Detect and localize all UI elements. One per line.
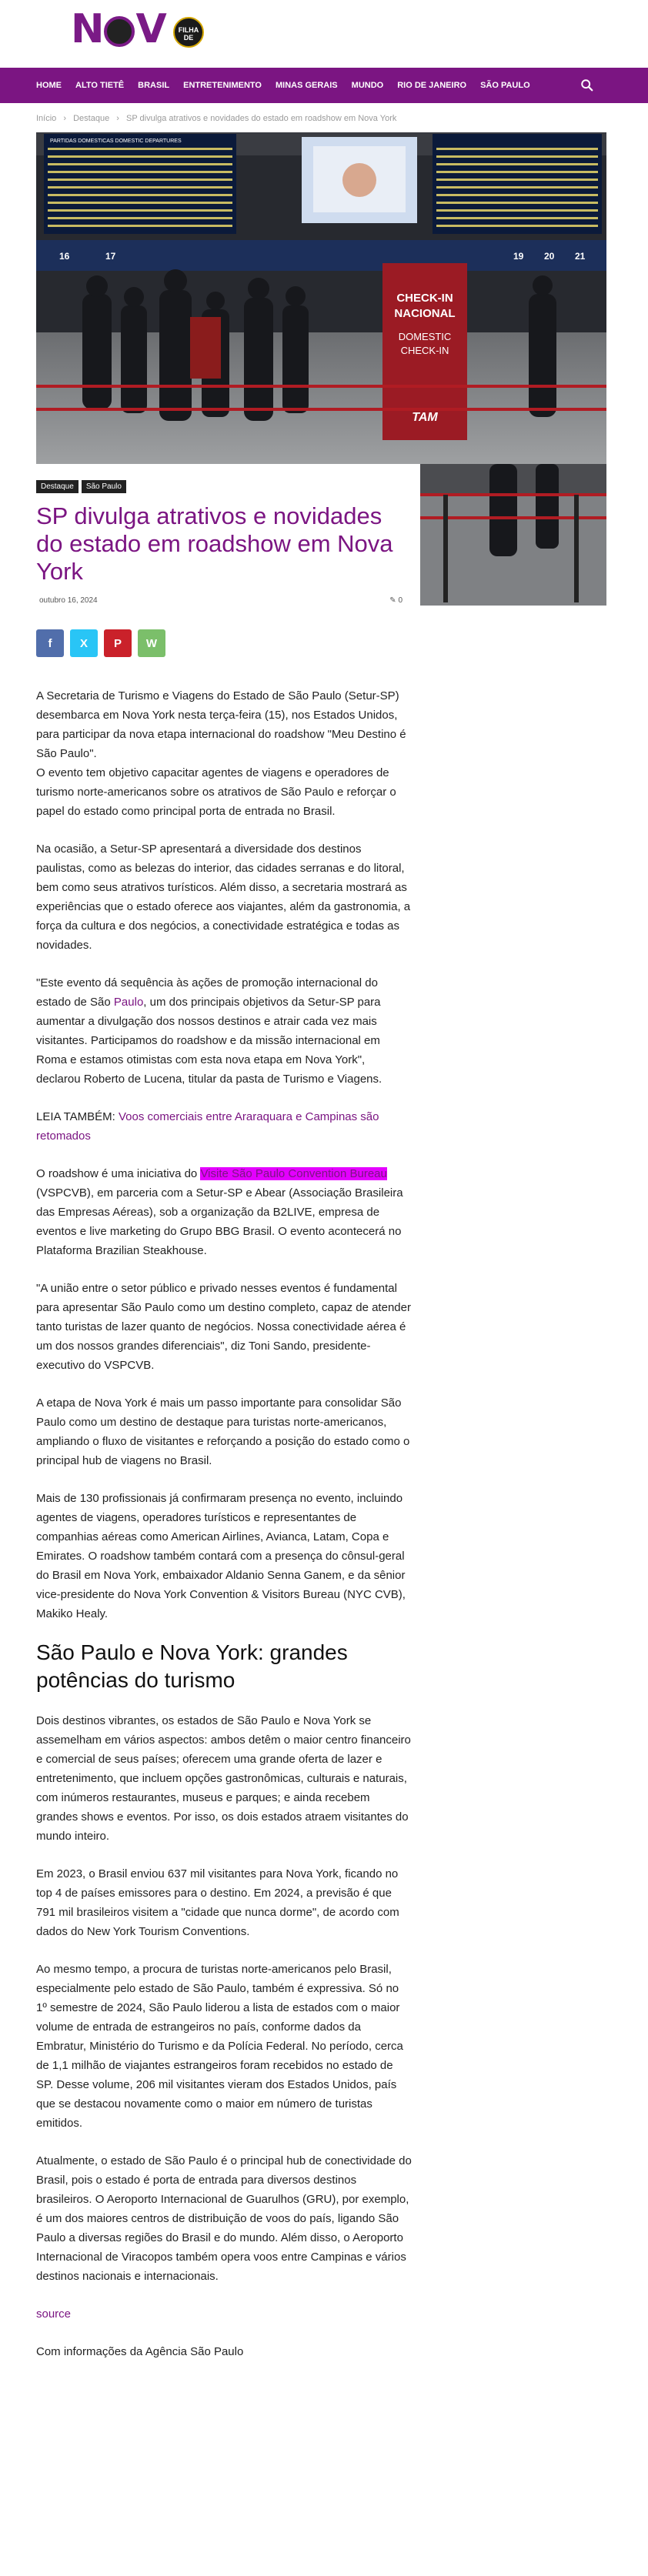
paragraph: Ao mesmo tempo, a procura de turistas norte-americanos pelo Brasil, especialmente pelo estado de São Paulo, também é expressiva. Só no 1º semestre de 2024, São Paulo liderou a lista de estados com o maior volume de entrada de estrangeiros no país, conforme dados da Embratur, Ministério do Turismo e da Polícia Federal. No período, cerca de 1,1 milhão de viajantes estrangeiros foram recebidos no estado de SP. Desse volume, 206 mil visitantes vieram dos Estados Unidos, país que se destacou novamente como o maior em número de turistas emitidos. bbox=[36, 1963, 403, 2130]
facebook-share-button[interactable] bbox=[36, 629, 64, 657]
sign-line-2: NACIONAL bbox=[394, 307, 456, 320]
paragraph: Mais de 130 profissionais já confirmaram presença no evento, incluindo agentes de viagens, operadores turísticos e representantes de companhias aéreas como American Airlines, Avianca, Latam, Copa e Emirates. O roadshow também contará com a presença do cônsul-geral do Brasil em Nova York, embaixador Aldanio Senna Ganem, e da sênior vice-presidente do Nova York Convention & Visitors Bureau (NYC CVB), Makiko Healy. bbox=[36, 1492, 406, 1620]
airport-photo-lower bbox=[420, 464, 606, 606]
paragraph: Dois destinos vibrantes, os estados de São Paulo e Nova York se assemelham em vários aspectos: ambos detêm o maior centro financeiro e comercial de seus países; oferecem uma grande oferta de lazer e entretenimento, que incluem opções gastronômicas, culturais e naturais, com inúmeros restaurantes, museus e parques; e ainda recebem grandes shows e eventos. Por isso, os dois estados atraem visitantes do mundo inteiro. bbox=[36, 1714, 411, 1843]
site-logo[interactable] bbox=[71, 6, 209, 57]
source-link-line bbox=[36, 2304, 412, 2324]
paragraph: "A união entre o setor público e privado nesses eventos é fundamental para apresentar São Paulo como um destino completo, capaz de atender tanto turistas de lazer quanto de negócios. Nossa conectividade aérea é um dos nossos grandes diferenciais", diz Toni Sando, presidente-executivo do VSPCVB. bbox=[36, 1282, 411, 1372]
article-body bbox=[36, 686, 412, 2380]
article-title: SP divulga atrativos e novidades do estado em roadshow em Nova York bbox=[36, 502, 393, 585]
nav-item-sao-paulo[interactable]: SÃO PAULO bbox=[480, 81, 530, 90]
svg-text:21: 21 bbox=[575, 251, 586, 262]
pinterest-share-button[interactable] bbox=[104, 629, 132, 657]
related-article bbox=[36, 1107, 412, 1146]
breadcrumb bbox=[36, 114, 401, 123]
paragraph: "Este evento dá sequência às ações de promoção internacional do estado de São Paulo, um dos principais objetivos da Setur-SP para aumentar a divulgação dos nossos destinos e atrair cada vez mais visitantes. Participamos do roadshow e da missão internacional em Roma e estamos otimistas com esta nova etapa em Nova York", declarou Roberto de Lucena, titular da pasta de Turismo e Viagens. bbox=[36, 976, 382, 1086]
nav-item-entretenimento[interactable]: ENTRETENIMENTO bbox=[183, 81, 262, 90]
nav-item-home[interactable]: HOME bbox=[36, 81, 62, 90]
nav-item-mundo[interactable]: MUNDO bbox=[351, 81, 384, 90]
sign-line-4: CHECK-IN bbox=[400, 345, 449, 356]
main-nav bbox=[0, 68, 648, 103]
search-icon[interactable] bbox=[580, 78, 594, 92]
whatsapp-icon: W bbox=[145, 636, 158, 650]
nav-item-minas-gerais[interactable]: MINAS GERAIS bbox=[275, 81, 338, 90]
breadcrumb-separator: › bbox=[63, 114, 67, 123]
airport-photo bbox=[36, 132, 606, 464]
logo-seal: FILHA DE bbox=[173, 17, 204, 48]
source-link[interactable]: source bbox=[36, 2307, 72, 2321]
logo-wordmark: N V bbox=[71, 6, 165, 52]
convention-bureau-link[interactable]: Visite São Paulo Convention Bureau bbox=[200, 1167, 387, 1180]
nav-item-alto-tiete[interactable]: ALTO TIETÊ bbox=[75, 81, 125, 90]
tag-destaque[interactable]: Destaque bbox=[36, 480, 78, 493]
facebook-icon: f bbox=[48, 636, 52, 650]
whatsapp-share-button[interactable] bbox=[138, 629, 165, 657]
post-date: outubro 16, 2024 bbox=[39, 596, 98, 605]
paragraph: Na ocasião, a Setur-SP apresentará a diversidade dos destinos paulistas, como as belezas do interior, das cidades serranas e do litoral, bem como seus atrativos turísticos. Além disso, a secretaria mostrará as experiências que o estado oferece aos viajantes, além da gastronomia, a força da cultura e dos negócios, a conectividade estratégica e todas as novidades. bbox=[36, 843, 411, 952]
breadcrumb-home[interactable]: Início bbox=[36, 114, 57, 123]
breadcrumb-section[interactable]: Destaque bbox=[73, 114, 110, 123]
sign-line-1: CHECK-IN bbox=[396, 292, 453, 305]
paragraph: Em 2023, o Brasil enviou 637 mil visitantes para Nova York, ficando no top 4 de países emissores para o destino. Em 2024, a previsão é que 791 mil brasileiros visitem a "cidade que nunca dorme", de acordo com dados do New York Tourism Conventions. bbox=[36, 1867, 399, 1938]
paragraph: Atualmente, o estado de São Paulo é o principal hub de conectividade do Brasil, pois o estado é porta de entrada para diversos destinos brasileiros. O Aeroporto Internacional de Guarulhos (GRU), por exemplo, é um dos maiores centros de distribuição de voos do país, ligando São Paulo a diversas regiões do Brasil e do mundo. Além disso, o Aeroporto Internacional de Viracopos também opera voos entre Campinas e vários destinos nacionais e internacionais. bbox=[36, 2154, 412, 2283]
tag-sao-paulo[interactable]: São Paulo bbox=[82, 480, 126, 493]
post-meta bbox=[39, 596, 402, 605]
svg-text:17: 17 bbox=[105, 251, 116, 262]
svg-text:20: 20 bbox=[544, 251, 555, 262]
comment-icon: ✎ bbox=[389, 596, 396, 605]
paragraph: O evento tem objetivo capacitar agentes de viagens e operadores de turismo norte-americanos sobre os atrativos de São Paulo e reforçar o papel do estado como principal porta de entrada no Brasil. bbox=[36, 766, 396, 818]
sign-line-3: DOMESTIC bbox=[398, 331, 452, 342]
pinterest-icon: P bbox=[113, 636, 122, 650]
site-header bbox=[0, 0, 648, 68]
comment-count[interactable]: ✎ 0 bbox=[389, 596, 402, 605]
share-buttons bbox=[36, 629, 165, 657]
nav-item-rio-de-janeiro[interactable]: RIO DE JANEIRO bbox=[397, 81, 467, 90]
x-icon: X bbox=[79, 636, 88, 650]
paragraph: O roadshow é uma iniciativa do Visite São Paulo Convention Bureau (VSPCVB), em parceria com a Setur-SP e Abear (Associação Brasileira das Empresas Aéreas), sob a organização da B2LIVE, empresa de eventos e live marketing do Grupo BBG Brasil. O evento acontecerá no Plataforma Brazilian Steakhouse. bbox=[36, 1167, 403, 1257]
post-tags bbox=[36, 480, 126, 493]
featured-image-extension bbox=[420, 464, 606, 606]
svg-text:16: 16 bbox=[59, 251, 70, 262]
breadcrumb-current: SP divulga atrativos e novidades do estado em roadshow em Nova York bbox=[125, 114, 397, 123]
sign-brand: TAM bbox=[412, 411, 438, 424]
departure-board-label: PARTIDAS DOMESTICAS DOMESTIC DEPARTURES bbox=[50, 138, 182, 144]
related-label: LEIA TAMBÉM: bbox=[36, 1110, 119, 1123]
featured-image bbox=[36, 132, 606, 464]
paragraph: A Secretaria de Turismo e Viagens do Estado de São Paulo (Setur-SP) desembarca em Nova York nesta terça-feira (15), nos Estados Unidos, para participar da nova etapa internacional do roadshow "Meu Destino é São Paulo". bbox=[36, 689, 406, 760]
svg-text:19: 19 bbox=[513, 251, 524, 262]
section-heading: São Paulo e Nova York: grandes potências do turismo bbox=[36, 1640, 348, 1692]
inline-link-paulo[interactable]: Paulo bbox=[113, 996, 144, 1009]
breadcrumb-separator: › bbox=[116, 114, 119, 123]
paragraph: A etapa de Nova York é mais um passo importante para consolidar São Paulo como um destino de destaque para turistas norte-americanos, ampliando o fluxo de visitantes e reforçando a posição do estado como o principal hub de viagens no Brasil. bbox=[36, 1396, 410, 1467]
twitter-share-button[interactable] bbox=[70, 629, 98, 657]
nav-item-brasil[interactable]: BRASIL bbox=[138, 81, 170, 90]
source-credit: Com informações da Agência São Paulo bbox=[36, 2345, 244, 2358]
related-link[interactable]: Voos comerciais entre Araraquara e Campinas são retomados bbox=[36, 1110, 379, 1143]
